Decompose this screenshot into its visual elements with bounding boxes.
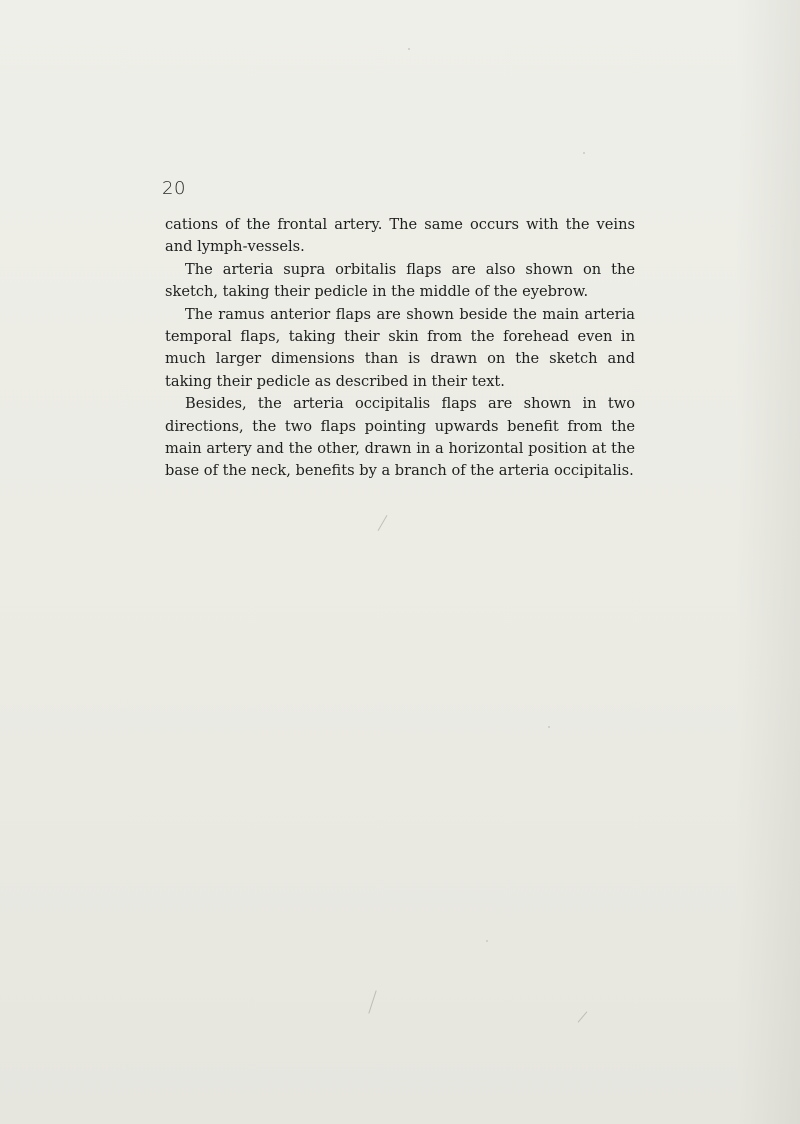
scan-scratch xyxy=(368,990,376,1013)
page-number: 20 xyxy=(162,178,186,199)
paragraph: cations of the frontal artery. The same occurs with the veins and lymph-vessels. xyxy=(165,216,635,256)
paragraph: Besides, the arteria occipitalis flaps are shown in two directions, the two flaps pointing upwards benefit from the main artery and the other, drawn in a horizontal position at the base of the neck, benefits by a branch of the arteria occipitalis. xyxy=(165,395,635,480)
scan-scratch xyxy=(378,515,388,531)
paragraph: The ramus anterior flaps are shown beside the main arteria temporal flaps, taking their skin from the forehead even in much larger dimensions than is drawn on the sketch and taking their pedicle as described in their text. xyxy=(165,305,635,390)
scan-speck xyxy=(548,726,550,728)
scan-speck xyxy=(408,48,410,50)
scan-speck xyxy=(583,152,585,154)
body-text xyxy=(165,214,635,483)
scan-scratch xyxy=(578,1011,588,1022)
scan-speck xyxy=(486,940,488,942)
paragraph: The arteria supra orbitalis flaps are also shown on the sketch, taking their pedicle in the middle of the eyebrow. xyxy=(165,260,635,301)
